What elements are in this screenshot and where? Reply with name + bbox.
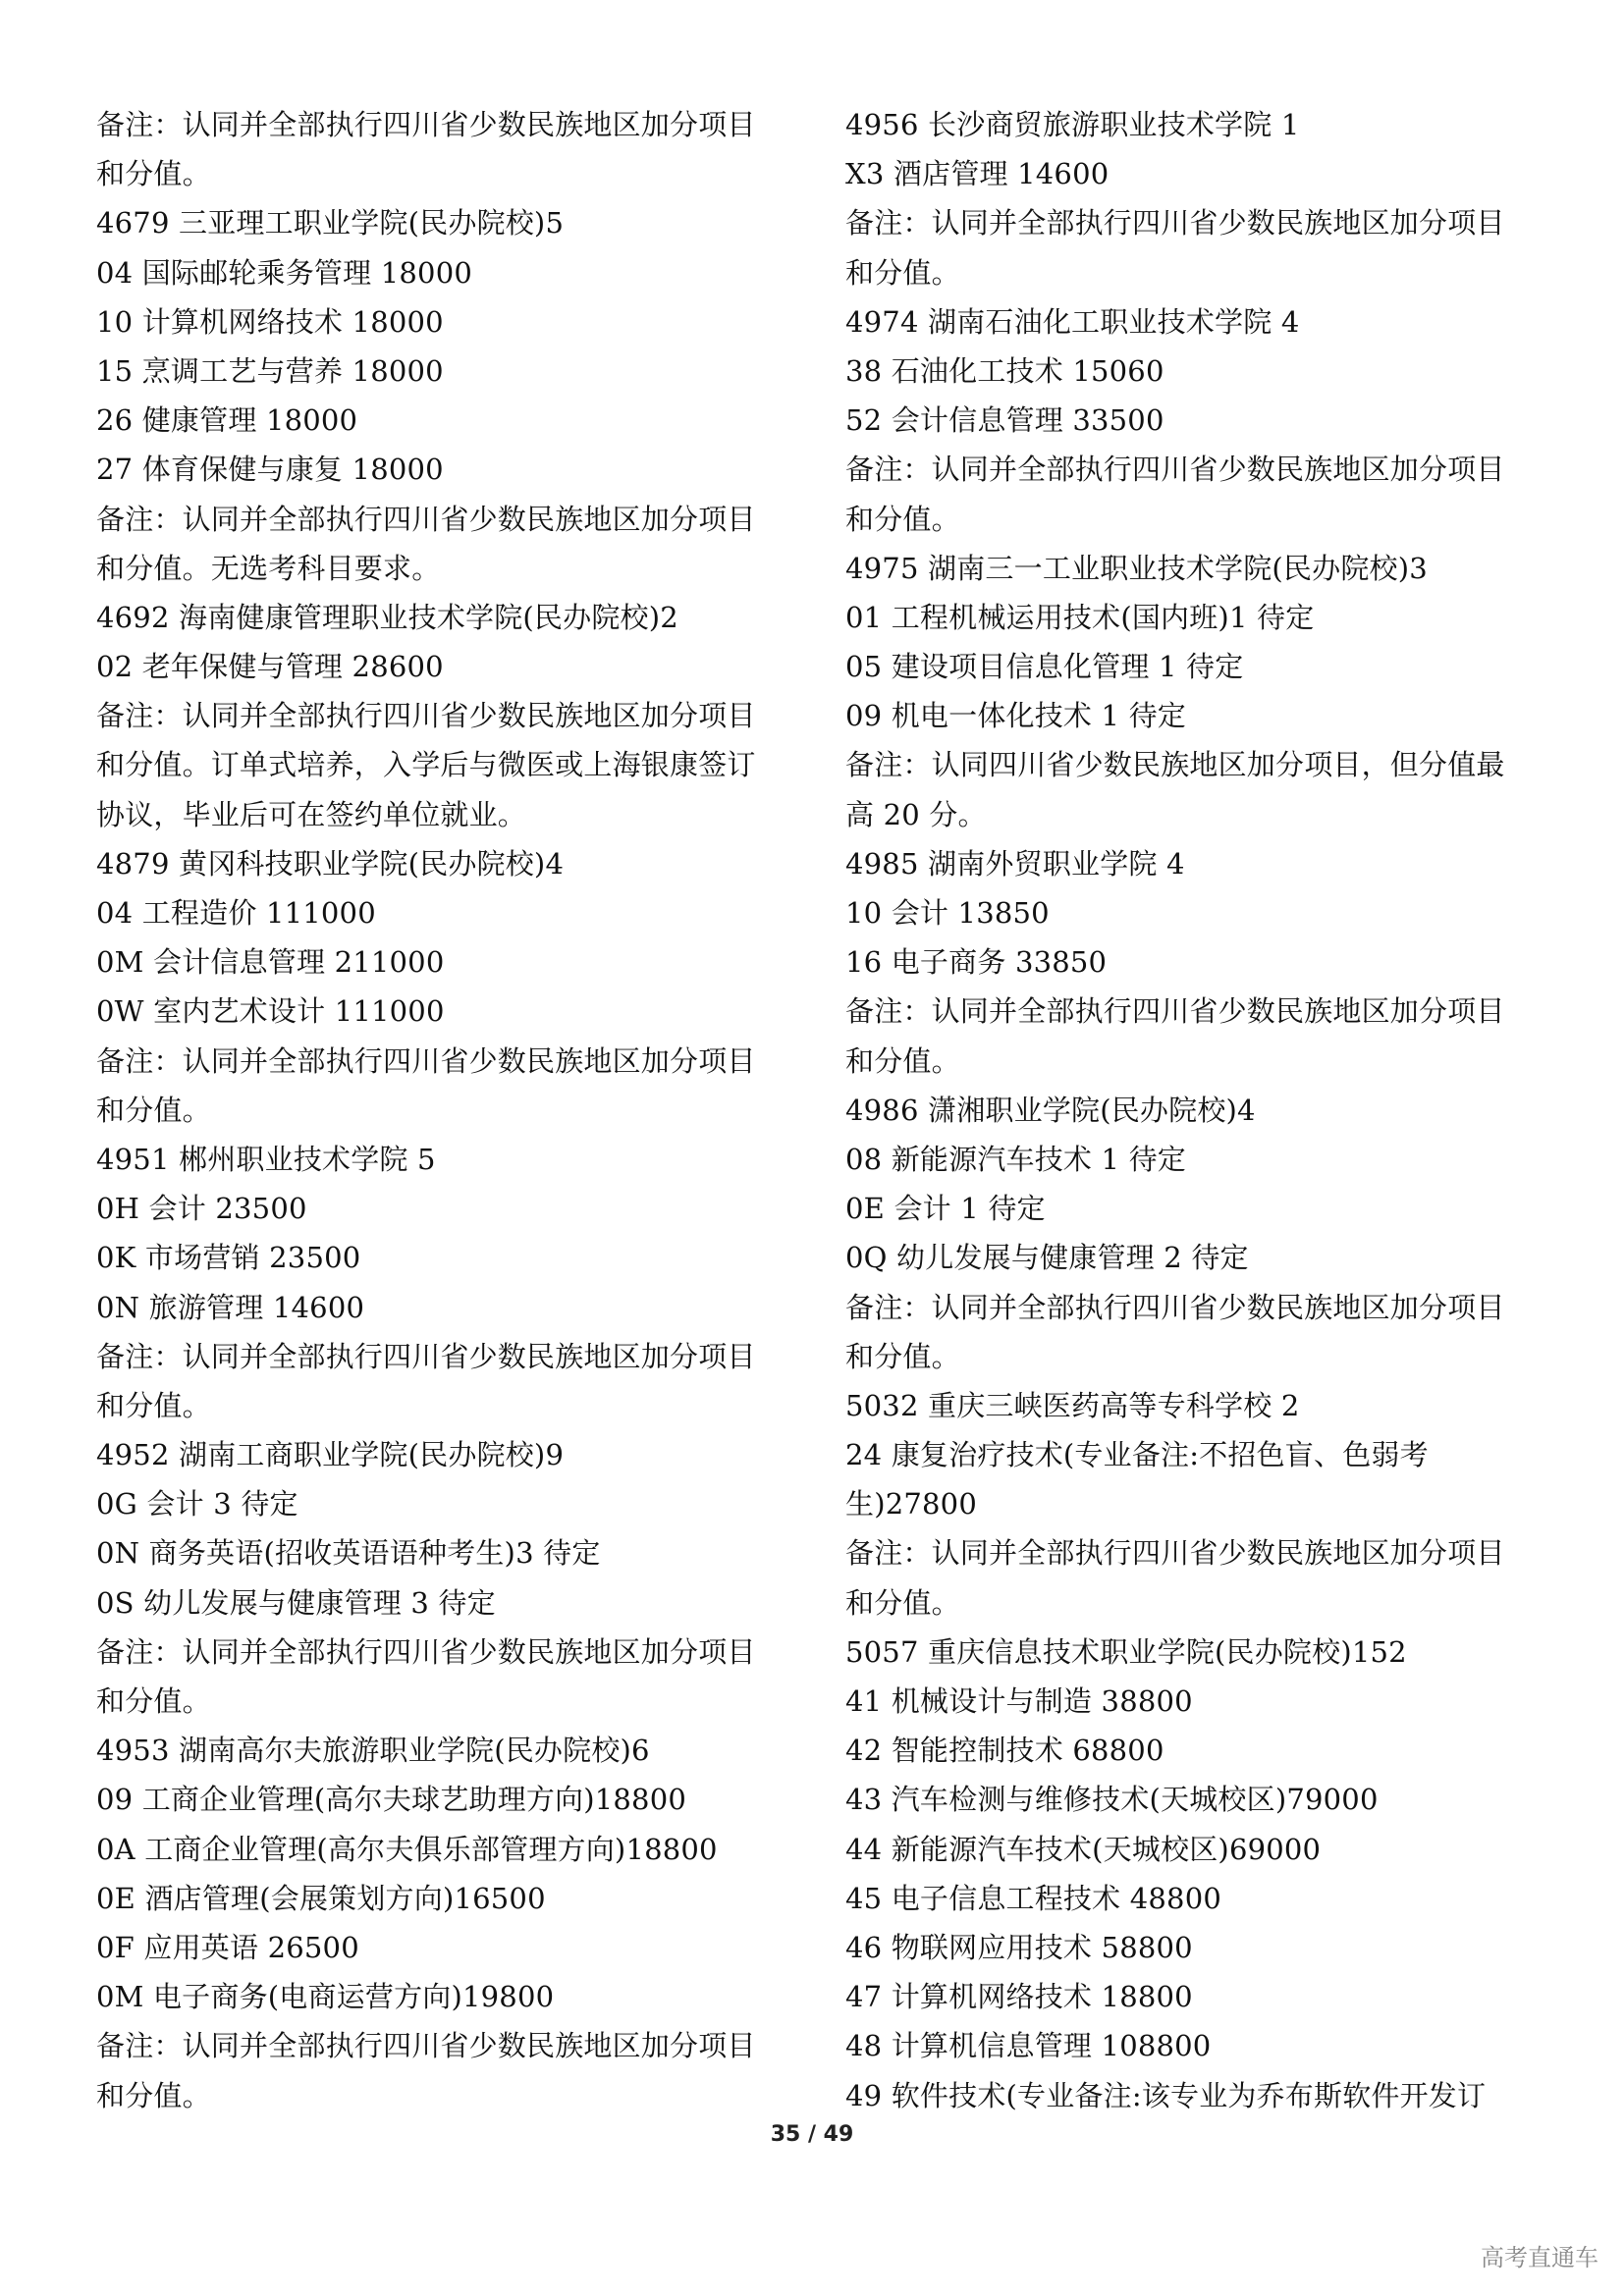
page-number: 35 / 49	[770, 2122, 854, 2147]
text-line: 备注：认同并全部执行四川省少数民族地区加分项目	[96, 108, 756, 141]
text-line: 和分值。	[845, 502, 960, 536]
text-line: 46 物联网应用技术 58800	[845, 1930, 1193, 1964]
text-line: 0A 工商企业管理(高尔夫俱乐部管理方向)18800	[96, 1832, 718, 1866]
text-line: 42 智能控制技术 68800	[845, 1734, 1164, 1768]
text-line: 04 国际邮轮乘务管理 18000	[96, 255, 472, 290]
text-line: 0K 市场营销 23500	[96, 1241, 361, 1275]
text-line: 0G 会计 3 待定	[96, 1487, 298, 1522]
text-line: 备注：认同并全部执行四川省少数民族地区加分项目	[845, 1290, 1505, 1324]
text-line: 4956 长沙商贸旅游职业技术学院 1	[845, 108, 1300, 141]
text-line: 09 机电一体化技术 1 待定	[845, 699, 1187, 733]
text-line: 备注：认同并全部执行四川省少数民族地区加分项目	[96, 1043, 756, 1078]
right-column	[845, 100, 1552, 2120]
text-line: 10 会计 13850	[845, 896, 1050, 930]
text-line: 和分值。	[96, 157, 211, 191]
text-line: 49 软件技术(专业备注:该专业为乔布斯软件开发订	[845, 2078, 1487, 2112]
text-line: 01 工程机械运用技术(国内班)1 待定	[845, 600, 1315, 634]
text-line: 5057 重庆信息技术职业学院(民办院校)152	[845, 1634, 1407, 1669]
text-line: 04 工程造价 111000	[96, 896, 376, 930]
text-line: 和分值。	[96, 1093, 211, 1127]
text-line: 4951 郴州职业技术学院 5	[96, 1142, 436, 1176]
text-line: 0N 商务英语(招收英语语种考生)3 待定	[96, 1536, 601, 1571]
text-line: 09 工商企业管理(高尔夫球艺助理方向)18800	[96, 1783, 687, 1817]
text-line: 15 烹调工艺与营养 18000	[96, 353, 444, 388]
text-line: 0S 幼儿发展与健康管理 3 待定	[96, 1585, 496, 1620]
text-line: 备注：认同并全部执行四川省少数民族地区加分项目	[96, 699, 756, 733]
text-line: 26 健康管理 18000	[96, 403, 358, 438]
text-line: 0F 应用英语 26500	[96, 1930, 359, 1964]
text-line: 4985 湖南外贸职业学院 4	[845, 846, 1185, 881]
text-line: 和分值。无选考科目要求。	[96, 551, 441, 585]
text-line: 05 建设项目信息化管理 1 待定	[845, 650, 1244, 684]
text-line: 0E 酒店管理(会展策划方向)16500	[96, 1881, 546, 1915]
text-line: 0Q 幼儿发展与健康管理 2 待定	[845, 1241, 1249, 1275]
text-line: 0E 会计 1 待定	[845, 1192, 1046, 1226]
text-line: 高 20 分。	[845, 797, 987, 831]
text-line: 备注：认同并全部执行四川省少数民族地区加分项目	[96, 502, 756, 536]
text-line: 5032 重庆三峡医药高等专科学校 2	[845, 1388, 1300, 1422]
text-line: 4679 三亚理工职业学院(民办院校)5	[96, 206, 565, 240]
text-line: 和分值。订单式培养，入学后与微医或上海银康签订	[96, 748, 756, 782]
text-line: 41 机械设计与制造 38800	[845, 1684, 1193, 1718]
text-line: 0M 会计信息管理 211000	[96, 945, 445, 980]
text-line: 和分值。	[845, 255, 960, 290]
text-line: 48 计算机信息管理 108800	[845, 2029, 1212, 2063]
text-line: 4692 海南健康管理职业技术学院(民办院校)2	[96, 600, 678, 634]
text-line: 备注：认同并全部执行四川省少数民族地区加分项目	[845, 1536, 1505, 1571]
text-line: 和分值。	[845, 1339, 960, 1373]
text-line: 4986 潇湘职业学院(民办院校)4	[845, 1093, 1256, 1127]
text-line: 47 计算机网络技术 18800	[845, 1980, 1193, 2014]
text-line: 备注：认同并全部执行四川省少数民族地区加分项目	[845, 994, 1505, 1029]
text-line: 43 汽车检测与维修技术(天城校区)79000	[845, 1783, 1379, 1817]
text-line: 08 新能源汽车技术 1 待定	[845, 1142, 1187, 1176]
text-line: 生)27800	[845, 1487, 977, 1522]
text-line: 24 康复治疗技术(专业备注:不招色盲、色弱考	[845, 1438, 1429, 1472]
text-line: 和分值。	[96, 1684, 211, 1718]
text-line: 4953 湖南高尔夫旅游职业学院(民办院校)6	[96, 1734, 650, 1768]
text-line: 4879 黄冈科技职业学院(民办院校)4	[96, 846, 565, 881]
text-line: 45 电子信息工程技术 48800	[845, 1881, 1221, 1915]
text-line: 4952 湖南工商职业学院(民办院校)9	[96, 1438, 565, 1472]
text-line: 0W 室内艺术设计 111000	[96, 994, 445, 1029]
text-line: 4975 湖南三一工业职业技术学院(民办院校)3	[845, 551, 1428, 585]
text-line: 0N 旅游管理 14600	[96, 1290, 365, 1324]
text-line: 和分值。	[845, 1043, 960, 1078]
text-line: 备注：认同并全部执行四川省少数民族地区加分项目	[96, 1339, 756, 1373]
text-line: 备注：认同四川省少数民族地区加分项目，但分值最	[845, 748, 1505, 782]
text-line: 10 计算机网络技术 18000	[96, 304, 444, 339]
text-line: 和分值。	[96, 2078, 211, 2112]
text-line: 备注：认同并全部执行四川省少数民族地区加分项目	[96, 2029, 756, 2063]
text-line: 0H 会计 23500	[96, 1192, 307, 1226]
text-line: 52 会计信息管理 33500	[845, 403, 1164, 438]
watermark-text: 高考直通车	[1481, 2244, 1598, 2271]
text-line: 和分值。	[845, 1585, 960, 1620]
text-line: 38 石油化工技术 15060	[845, 353, 1164, 388]
text-line: 27 体育保健与康复 18000	[96, 453, 444, 487]
text-line: 协议，毕业后可在签约单位就业。	[96, 797, 527, 831]
text-line: X3 酒店管理 14600	[845, 157, 1110, 191]
text-line: 备注：认同并全部执行四川省少数民族地区加分项目	[845, 453, 1505, 487]
text-line: 16 电子商务 33850	[845, 945, 1108, 980]
text-line: 备注：认同并全部执行四川省少数民族地区加分项目	[96, 1634, 756, 1669]
text-line: 0M 电子商务(电商运营方向)19800	[96, 1980, 555, 2014]
text-line: 备注：认同并全部执行四川省少数民族地区加分项目	[845, 206, 1505, 240]
left-column	[96, 100, 803, 2120]
text-line: 和分值。	[96, 1388, 211, 1422]
text-line: 4974 湖南石油化工职业技术学院 4	[845, 304, 1300, 339]
text-line: 44 新能源汽车技术(天城校区)69000	[845, 1832, 1322, 1866]
text-line: 02 老年保健与管理 28600	[96, 650, 444, 684]
